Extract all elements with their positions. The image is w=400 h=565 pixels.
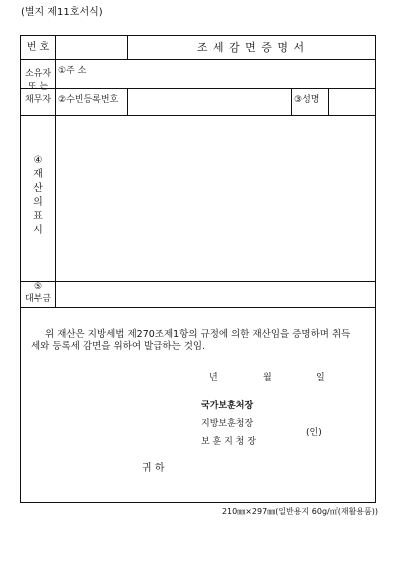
name-label: ③성명 [294,95,320,105]
certificate-form [20,35,376,503]
row-divider [21,115,375,116]
form-title: 조 세 감 면 증 명 서 [196,41,306,54]
date-month: 월 [263,373,272,383]
statement-line: 세와 등록세 감면을 위하여 발급하는 것임. [31,341,206,353]
row-divider [21,307,375,308]
issuer-line: 지방보훈청장 [201,419,254,429]
property-number: ④ [33,155,43,166]
paper-spec: 210㎜×297㎜(일반용지 60g/㎡(재활용품)) [221,507,378,516]
issuer-line: 국가보훈처장 [201,401,254,411]
col-divider [291,88,292,115]
loan-label: 대부금 [24,294,52,304]
number-label: 번 호 [26,42,50,53]
property-char: 시 [33,225,43,236]
row-divider [55,59,375,60]
col-divider [127,88,128,115]
property-label [28,154,48,238]
col-divider [328,88,329,115]
property-char: 의 [33,197,43,208]
loan-number: ⑤ [33,282,43,292]
property-char: 재 [33,169,43,180]
certification-statement [31,329,371,354]
col-divider [55,36,56,307]
date-day: 일 [316,373,325,383]
date-year: 년 [209,373,218,383]
form-label: (별지 제11호서식) [21,7,103,18]
property-char: 산 [33,183,43,194]
statement-line: 위 재산은 지방세법 제270조제1항의 규정에 의한 재산임을 증명하며 취득 [45,329,351,340]
owner-group-label: 소유자 [24,69,52,79]
recipient-label: 귀 하 [142,463,165,474]
owner-group-label: 또 는 [27,82,49,92]
property-char: 표 [33,211,43,222]
row-divider [21,88,375,89]
address-label: ①주 소 [58,66,87,76]
id-number-label: ②수빈등록번호 [58,95,119,105]
row-divider [21,281,375,282]
issuer-line: 보 훈 지 청 장 [201,437,256,447]
owner-group-label: 채무자 [24,95,52,105]
seal-mark: (인) [306,428,322,438]
